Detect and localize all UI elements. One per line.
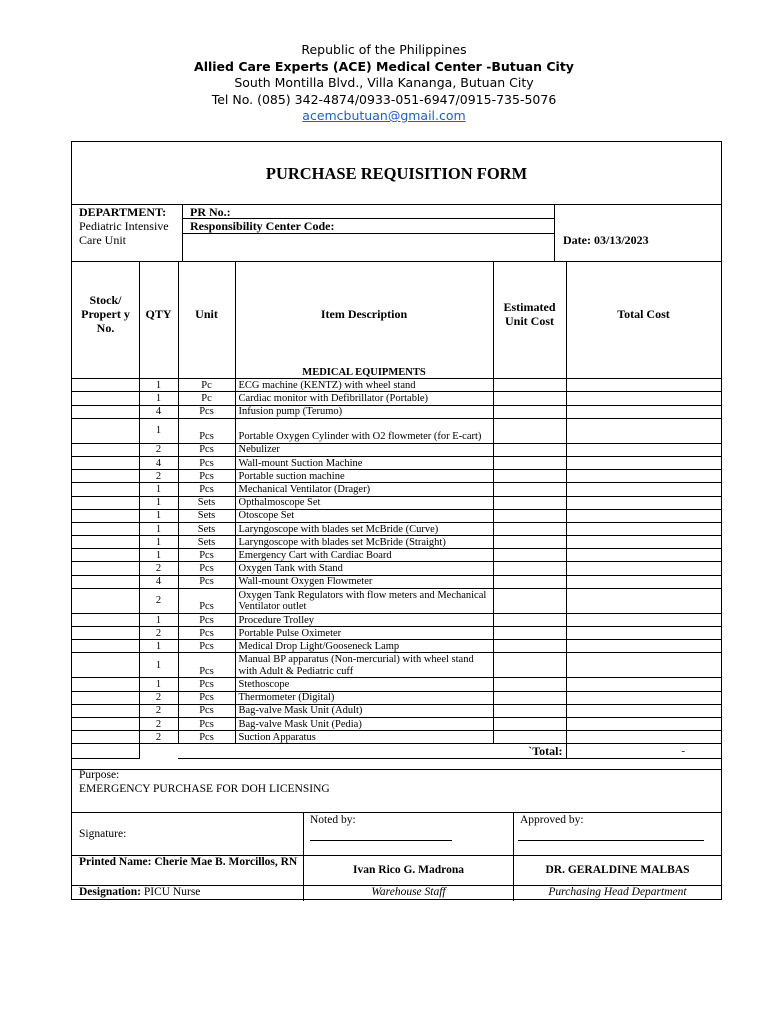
estimated-cost-cell [493,613,566,626]
phone-line: Tel No. (085) 342-4874/0933-051-6947/0915-735-5076 [211,91,557,107]
total-label: `Total: [493,744,566,759]
form-title: PURCHASE REQUISITION FORM [265,164,528,183]
noted-name: Ivan Rico G. Madrona [353,864,464,876]
estimated-cost-cell [493,405,566,418]
printed-name [79,856,299,869]
approved-name: DR. GERALDINE MALBAS [545,864,690,876]
estimated-cost-cell [493,522,566,535]
col-stock-no: Stock/ Propert y No. [81,293,130,335]
description-cell: Stethoscope [235,678,493,691]
estimated-cost-cell [493,456,566,469]
description-cell: Mechanical Ventilator (Drager) [235,483,493,496]
stock-no-cell [72,443,139,456]
total-cost-cell [566,418,721,443]
description-cell: Medical Drop Light/Gooseneck Lamp [235,640,493,653]
pr-no-label: PR No.: [190,205,231,219]
total-cost-cell [566,613,721,626]
total-cost-cell [566,678,721,691]
unit-cell: Pcs [178,653,235,678]
total-cost-cell [566,379,721,392]
estimated-cost-cell [493,640,566,653]
table-row [72,483,721,496]
qty-cell: 1 [139,640,178,653]
qty-cell: 1 [139,392,178,405]
email-link[interactable]: acemcbutuan@gmail.com [302,108,466,123]
qty-cell: 1 [139,509,178,522]
table-row [72,522,721,535]
qty-cell: 2 [139,691,178,704]
total-cost-cell [566,575,721,588]
table-row [72,717,721,730]
total-empty-4 [235,744,493,759]
estimated-cost-cell [493,731,566,744]
total-cost-cell [566,549,721,562]
table-row [72,418,721,443]
purpose-value: EMERGENCY PURCHASE FOR DOH LICENSING [79,783,330,795]
printed-name-label: Printed Name: [79,856,152,868]
qty-cell: 2 [139,704,178,717]
qty-cell: 1 [139,549,178,562]
stock-no-cell [72,731,139,744]
unit-cell: Pcs [178,691,235,704]
unit-cell: Pcs [178,613,235,626]
table-row [72,731,721,744]
noted-by-label: Noted by: [310,814,356,826]
description-cell: Nebulizer [235,443,493,456]
total-cost-cell [566,392,721,405]
table-row [72,470,721,483]
total-empty-1 [72,744,139,759]
table-row [72,613,721,626]
estimated-cost-cell [493,470,566,483]
total-cost-cell [566,470,721,483]
estimated-cost-cell [493,717,566,730]
estimated-cost-cell [493,549,566,562]
designation-label: Designation: [79,886,141,898]
stock-no-cell [72,496,139,509]
qty-cell: 1 [139,522,178,535]
unit-cell: Pcs [178,678,235,691]
section-row [72,366,721,379]
total-cost-cell [566,731,721,744]
description-cell: Thermometer (Digital) [235,691,493,704]
estimated-cost-cell [493,496,566,509]
stock-no-cell [72,717,139,730]
estimated-cost-cell [493,418,566,443]
unit-cell: Pcs [178,588,235,613]
estimated-cost-cell [493,691,566,704]
table-row [72,496,721,509]
stock-no-cell [72,405,139,418]
estimated-cost-cell [493,392,566,405]
col-item-description: Item Description [320,307,408,321]
qty-cell: 1 [139,653,178,678]
qty-cell: 1 [139,418,178,443]
description-cell: Manual BP apparatus (Non-mercurial) with wheel stand with Adult & Pediatric cuff [235,653,493,678]
stock-no-cell [72,678,139,691]
description-cell: Procedure Trolley [235,613,493,626]
stock-no-cell [72,509,139,522]
total-cost-cell [566,509,721,522]
qty-cell: 2 [139,470,178,483]
stock-no-cell [72,653,139,678]
total-cost-cell [566,627,721,640]
qty-cell: 2 [139,717,178,730]
total-cost-cell [566,653,721,678]
table-row [72,536,721,549]
table-row [72,653,721,678]
stock-no-cell [72,483,139,496]
total-cost-cell [566,640,721,653]
col-total-cost: Total Cost [617,307,670,321]
estimated-cost-cell [493,562,566,575]
total-empty-3 [178,744,235,759]
estimated-cost-cell [493,653,566,678]
unit-cell: Pcs [178,443,235,456]
total-cost-cell [566,522,721,535]
description-cell: Cardiac monitor with Defibrillator (Portable) [235,392,493,405]
table-row [72,575,721,588]
unit-cell: Sets [178,509,235,522]
description-cell: Laryngoscope with blades set McBride (Curve) [235,522,493,535]
approved-designation: Purchasing Head Department [548,886,687,898]
description-cell: Portable Pulse Oximeter [235,627,493,640]
description-cell: Oxygen Tank Regulators with flow meters and Mechanical Ventilator outlet [235,588,493,613]
table-row [72,509,721,522]
stock-no-cell [72,456,139,469]
description-cell: Oxygen Tank with Stand [235,562,493,575]
stock-no-cell [72,575,139,588]
qty-cell: 1 [139,536,178,549]
letterhead [0,42,768,125]
qty-cell: 4 [139,456,178,469]
estimated-cost-cell [493,379,566,392]
table-row [72,456,721,469]
table-row [72,588,721,613]
unit-cell: Pc [178,392,235,405]
qty-cell: 1 [139,496,178,509]
unit-cell: Pcs [178,627,235,640]
table-row [72,640,721,653]
total-cost-cell [566,456,721,469]
estimated-cost-cell [493,536,566,549]
purpose-label: Purpose: [79,769,120,781]
unit-cell: Pcs [178,562,235,575]
estimated-cost-cell [493,678,566,691]
unit-cell: Pcs [178,575,235,588]
date-text: Date: 03/13/2023 [563,233,649,247]
unit-cell: Pcs [178,483,235,496]
description-cell: Otoscope Set [235,509,493,522]
unit-cell: Sets [178,536,235,549]
purchase-requisition-form [71,141,722,900]
qty-cell: 2 [139,562,178,575]
qty-cell: 1 [139,379,178,392]
description-cell: Opthalmoscope Set [235,496,493,509]
signature-label: Signature: [79,828,127,840]
estimated-cost-cell [493,588,566,613]
table-row [72,443,721,456]
total-cost-cell [566,536,721,549]
estimated-cost-cell [493,443,566,456]
col-estimated-unit-cost: Estimated Unit Cost [503,300,556,328]
items-table [72,366,721,759]
qty-cell: 1 [139,613,178,626]
unit-cell: Pcs [178,731,235,744]
table-row [72,562,721,575]
estimated-cost-cell [493,509,566,522]
table-row [72,627,721,640]
total-row [72,744,721,759]
table-row [72,405,721,418]
qty-cell: 4 [139,405,178,418]
qty-cell: 4 [139,575,178,588]
designation-value: PICU Nurse [143,886,201,898]
estimated-cost-cell [493,704,566,717]
total-cost-cell [566,496,721,509]
stock-no-cell [72,640,139,653]
stock-no-cell [72,392,139,405]
unit-cell: Sets [178,496,235,509]
description-cell: ECG machine (KENTZ) with wheel stand [235,379,493,392]
unit-cell: Pcs [178,418,235,443]
stock-no-cell [72,627,139,640]
col-qty: QTY [145,307,172,321]
republic-line: Republic of the Philippines [301,42,467,57]
stock-no-cell [72,470,139,483]
description-cell: Bag-valve Mask Unit (Adult) [235,704,493,717]
unit-cell: Pc [178,379,235,392]
total-value: - [566,744,721,759]
estimated-cost-cell [493,575,566,588]
designation [79,886,200,899]
stock-no-cell [72,379,139,392]
description-cell: Infusion pump (Terumo) [235,405,493,418]
description-cell: Bag-valve Mask Unit (Pedia) [235,717,493,730]
stock-no-cell [72,418,139,443]
estimated-cost-cell [493,483,566,496]
estimated-cost-cell [493,627,566,640]
qty-cell: 2 [139,731,178,744]
total-cost-cell [566,405,721,418]
unit-cell: Pcs [178,549,235,562]
qty-cell: 2 [139,627,178,640]
description-cell: Emergency Cart with Cardiac Board [235,549,493,562]
unit-cell: Sets [178,522,235,535]
table-row [72,379,721,392]
table-row [72,549,721,562]
total-cost-cell [566,562,721,575]
stock-no-cell [72,562,139,575]
total-cost-cell [566,704,721,717]
section-title: MEDICAL EQUIPMENTS [235,366,493,379]
description-cell: Wall-mount Suction Machine [235,456,493,469]
qty-cell: 1 [139,678,178,691]
total-cost-cell [566,588,721,613]
total-cost-cell [566,443,721,456]
approved-by-label: Approved by: [520,814,584,826]
center-name: Allied Care Experts (ACE) Medical Center -Butuan City [194,58,574,74]
total-empty-2 [139,744,178,759]
table-row [72,704,721,717]
description-cell: Portable Oxygen Cylinder with O2 flowmeter (for E-cart) [235,418,493,443]
total-cost-cell [566,483,721,496]
unit-cell: Pcs [178,640,235,653]
address-line: South Montilla Blvd., Villa Kananga, Butuan City [234,75,534,90]
description-cell: Portable suction machine [235,470,493,483]
stock-no-cell [72,691,139,704]
total-cost-cell [566,691,721,704]
responsibility-center-label: Responsibility Center Code: [190,219,335,233]
unit-cell: Pcs [178,470,235,483]
description-cell: Laryngoscope with blades set McBride (Straight) [235,536,493,549]
description-cell: Suction Apparatus [235,731,493,744]
stock-no-cell [72,522,139,535]
department-value: Pediatric Intensive Care Unit [79,219,169,247]
col-unit: Unit [195,307,218,321]
approved-by-signature-line [518,840,704,841]
stock-no-cell [72,536,139,549]
stock-no-cell [72,549,139,562]
unit-cell: Pcs [178,717,235,730]
description-cell: Wall-mount Oxygen Flowmeter [235,575,493,588]
stock-no-cell [72,613,139,626]
stock-no-cell [72,704,139,717]
total-cost-cell [566,717,721,730]
table-row [72,691,721,704]
unit-cell: Pcs [178,456,235,469]
unit-cell: Pcs [178,405,235,418]
stock-no-cell [72,588,139,613]
table-row [72,678,721,691]
unit-cell: Pcs [178,704,235,717]
department-label: DEPARTMENT: [79,205,167,219]
noted-by-signature-line [310,840,452,841]
qty-cell: 2 [139,588,178,613]
noted-designation: Warehouse Staff [371,886,446,898]
qty-cell: 1 [139,483,178,496]
table-row [72,392,721,405]
printed-name-value: Cherie Mae B. Morcillos, RN [154,856,298,868]
qty-cell: 2 [139,443,178,456]
